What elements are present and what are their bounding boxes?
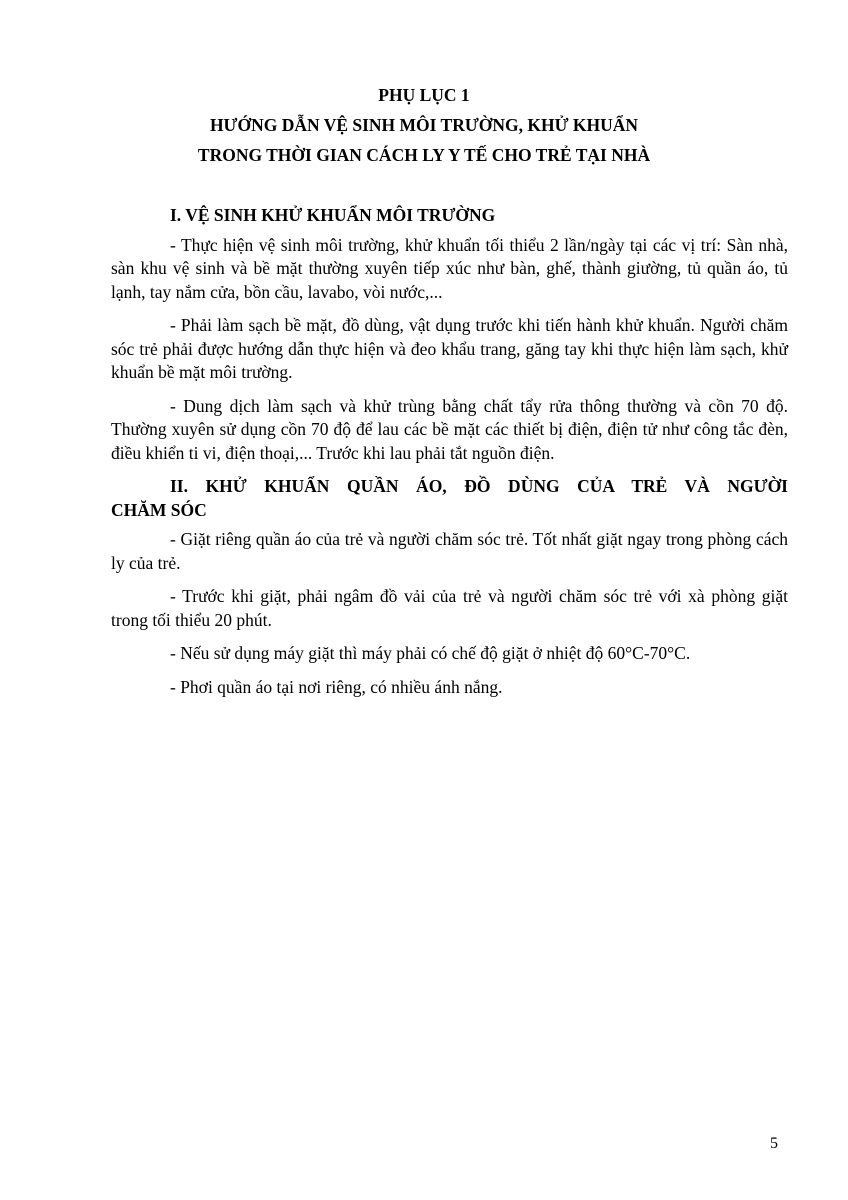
section-1-paragraph: - Dung dịch làm sạch và khử trùng bằng chất tẩy rửa thông thường và cồn 70 độ. Thường xuyên sử dụng cồn 70 độ để lau các bề mặt các thiết bị điện, điện tử như công tắc đèn, điều khiển ti vi, điện thoại,... Trước khi lau phải tắt nguồn điện. (111, 395, 788, 463)
section-2-paragraph: - Trước khi giặt, phải ngâm đồ vải của trẻ và người chăm sóc trẻ với xà phòng giặt trong tối thiểu 20 phút. (111, 586, 788, 630)
section-2-paragraph: - Phơi quần áo tại nơi riêng, có nhiều ánh nắng. (170, 676, 503, 697)
section-1-paragraph: - Phải làm sạch bề mặt, đồ dùng, vật dụng trước khi tiến hành khử khuẩn. Người chăm sóc trẻ phải được hướng dẫn thực hiện và đeo khẩu trang, găng tay khi thực hiện làm sạch, khử khuẩn bề mặt môi trường. (111, 315, 788, 382)
section-2-paragraph: - Giặt riêng quần áo của trẻ và người chăm sóc trẻ. Tốt nhất giặt ngay trong phòng cách ly của trẻ. (111, 529, 788, 573)
document-title-line-1: HƯỚNG DẪN VỆ SINH MÔI TRƯỜNG, KHỬ KHUẨN (209, 115, 639, 135)
appendix-title: PHỤ LỤC 1 (378, 85, 470, 105)
section-2-heading-line-2: CHĂM SÓC (111, 499, 207, 520)
document-header (0, 80, 848, 170)
document-body (111, 204, 788, 709)
section-2-heading-line-1: II. KHỬ KHUẨN QUẦN ÁO, ĐỒ DÙNG CỦA TRẺ VÀ NGƯỜI (170, 476, 788, 496)
page-number: 5 (770, 1135, 778, 1152)
section-1-heading: I. VỆ SINH KHỬ KHUẨN MÔI TRƯỜNG (170, 205, 496, 225)
section-1-paragraph: - Thực hiện vệ sinh môi trường, khử khuẩn tối thiểu 2 lần/ngày tại các vị trí: Sàn nhà, sàn khu vệ sinh và bề mặt thường xuyên tiếp xúc như bàn, ghế, thành giường, tủ quần áo, tủ lạnh, tay nắm cửa, bồn cầu, lavabo, vòi nước,... (111, 234, 788, 302)
section-2-paragraph: - Nếu sử dụng máy giặt thì máy phải có chế độ giặt ở nhiệt độ 60°C-70°C. (170, 643, 691, 663)
document-title-line-2: TRONG THỜI GIAN CÁCH LY Y TẾ CHO TRẺ TẠI NHÀ (197, 145, 651, 165)
section-2-heading (111, 475, 788, 499)
